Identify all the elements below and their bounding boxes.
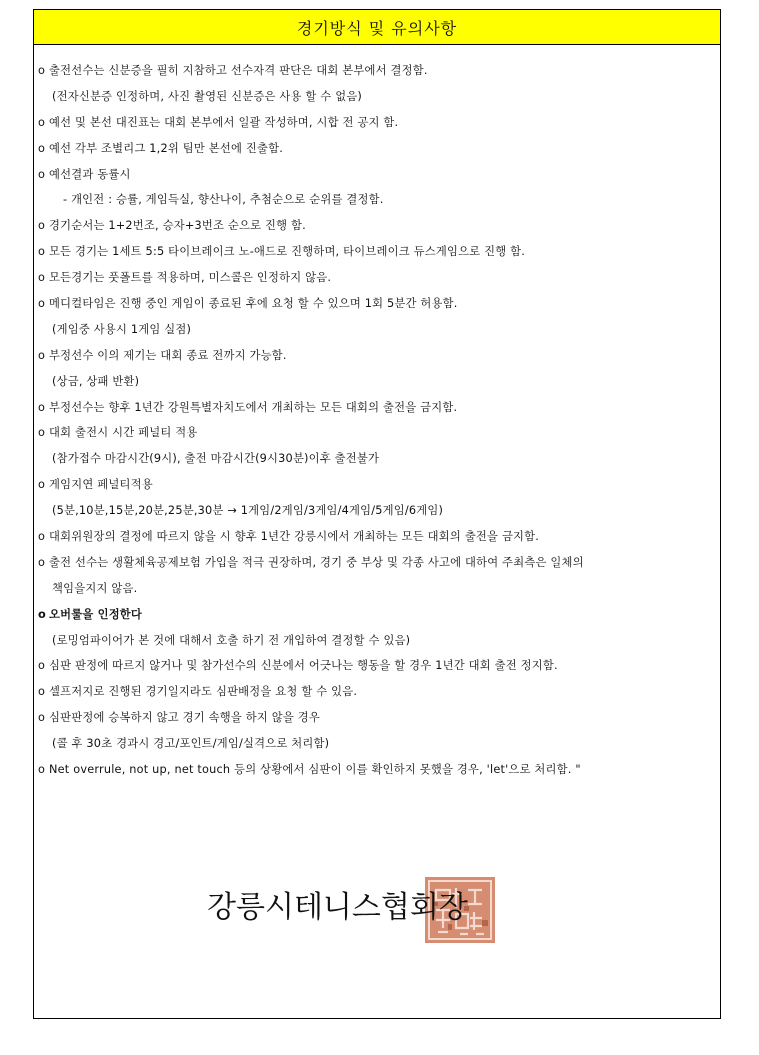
bullet-icon: o	[38, 659, 46, 673]
document-title-bar	[34, 10, 720, 45]
rule-note	[38, 446, 720, 472]
bullet-icon: o	[38, 426, 46, 440]
signature-text: 강릉시테니스협회장	[207, 890, 468, 925]
rule-text: 심판 판정에 따르지 않거나 및 참가선수의 신분에서 어긋나는 행동을 할 경우 1년간 대회 출전 정지함.	[49, 659, 558, 673]
bullet-icon: o	[38, 685, 46, 699]
rule-item	[38, 136, 720, 162]
rule-item	[38, 162, 720, 188]
rule-item	[38, 420, 720, 446]
document-frame	[33, 9, 721, 1019]
rule-note	[38, 628, 720, 654]
rule-text: 예선 각부 조별리그 1,2위 팀만 본선에 진출함.	[49, 141, 284, 155]
rule-item	[38, 602, 720, 628]
bullet-icon: o	[38, 711, 46, 725]
rule-item	[38, 653, 720, 679]
rule-text: 부정선수는 향후 1년간 강원특별자치도에서 개최하는 모든 대회의 출전을 금지함.	[49, 400, 458, 414]
bullet-icon: o	[38, 763, 46, 777]
rule-item	[38, 395, 720, 421]
rule-item	[38, 110, 720, 136]
rule-text: 책임을지지 않음.	[52, 581, 138, 595]
bullet-icon: o	[38, 219, 46, 233]
signature-block	[0, 872, 759, 952]
rule-text: 메디컬타임은 진행 중인 게임이 종료된 후에 요청 할 수 있으며 1회 5분간 허용함.	[49, 297, 458, 311]
bullet-icon: o	[38, 607, 46, 621]
rule-text: 대회 출전시 시간 페널티 적용	[49, 426, 198, 440]
rule-item	[38, 343, 720, 369]
rule-text: - 개인전 : 승률, 게임득실, 향산나이, 추첨순으로 순위를 결정함.	[63, 193, 384, 207]
bullet-icon: o	[38, 167, 46, 181]
rule-text: 경기순서는 1+2번조, 승자+3번조 순으로 진행 함.	[49, 219, 306, 233]
bullet-icon: o	[38, 555, 46, 569]
bullet-icon: o	[38, 64, 46, 77]
bullet-icon: o	[38, 297, 46, 311]
rule-text: (게임중 사용시 1게임 실점)	[52, 322, 192, 336]
rule-note	[38, 317, 720, 343]
rule-item	[38, 239, 720, 265]
bullet-icon: o	[38, 271, 46, 285]
rule-text: 부정선수 이의 제기는 대회 종료 전까지 가능함.	[49, 348, 287, 362]
rule-note	[38, 576, 720, 602]
rule-text: 대회위원장의 결정에 따르지 않을 시 향후 1년간 강릉시에서 개최하는 모든 대회의 출전을 금지함.	[49, 530, 540, 544]
rule-item	[38, 550, 720, 576]
rule-item	[38, 705, 720, 731]
rule-item	[38, 472, 720, 498]
rule-text: (전자신분증 인정하며, 사진 촬영된 신분증은 사용 할 수 없음)	[52, 89, 363, 103]
rule-note	[38, 369, 720, 395]
rule-text: (로밍엄파이어가 본 것에 대해서 호출 하기 전 개입하여 결정할 수 있음)	[52, 633, 411, 647]
rules-list	[34, 45, 720, 783]
rule-text: (참가접수 마감시간(9시), 출전 마감시간(9시30분)이후 출전불가	[52, 452, 380, 466]
rule-text: 모든 경기는 1세트 5:5 타이브레이크 노-애드로 진행하며, 타이브레이크 듀스게임으로 진행 함.	[49, 245, 525, 259]
rule-text: 모든경기는 풋폴트를 적용하며, 미스콜은 인정하지 않음.	[49, 271, 332, 285]
rule-note	[38, 731, 720, 757]
rule-item	[38, 213, 720, 239]
rule-text: (상금, 상패 반환)	[52, 374, 140, 388]
rule-text: 출전선수는 신분증을 필히 지참하고 선수자격 판단은 대회 본부에서 결정함.	[49, 64, 428, 77]
bullet-icon: o	[38, 530, 46, 544]
rule-item	[38, 58, 720, 84]
document-title: 경기방식 및 유의사항	[296, 18, 458, 38]
rule-text: (5분,10분,15분,20분,25분,30분 → 1게임/2게임/3게임/4게임/5게임/6게임)	[52, 504, 444, 518]
rule-note	[38, 84, 720, 110]
rule-text: 예선 및 본선 대진표는 대회 본부에서 일괄 작성하며, 시합 전 공지 함.	[49, 115, 399, 129]
rule-text: 오버룰을 인정한다	[49, 607, 143, 621]
rule-item	[38, 679, 720, 705]
rule-item	[38, 757, 720, 783]
rule-text: 셀프저지로 진행된 경기일지라도 심판배정을 요청 할 수 있음.	[49, 685, 358, 699]
rule-item	[38, 291, 720, 317]
rule-note	[38, 498, 720, 524]
bullet-icon: o	[38, 400, 46, 414]
bullet-icon: o	[38, 348, 46, 362]
bullet-icon: o	[38, 478, 46, 492]
bullet-icon: o	[38, 115, 46, 129]
rule-text: Net overrule, not up, net touch 등의 상황에서 심판이 이를 확인하지 못했을 경우, 'let'으로 처리함. "	[49, 763, 581, 777]
rule-text: 심판판정에 승복하지 않고 경기 속행을 하지 않을 경우	[49, 711, 321, 725]
rule-item	[38, 265, 720, 291]
rule-item	[38, 524, 720, 550]
rule-note	[38, 187, 720, 213]
rule-text: 출전 선수는 생활체육공제보험 가입을 적극 권장하며, 경기 중 부상 및 각종 사고에 대하여 주최측은 일체의	[49, 555, 584, 569]
rule-text: 예선결과 동률시	[49, 167, 131, 181]
rule-text: 게임지연 페널티적용	[49, 478, 153, 492]
bullet-icon: o	[38, 141, 46, 155]
rule-text: (콜 후 30초 경과시 경고/포인트/게임/실격으로 처리함)	[52, 737, 330, 751]
bullet-icon: o	[38, 245, 46, 259]
